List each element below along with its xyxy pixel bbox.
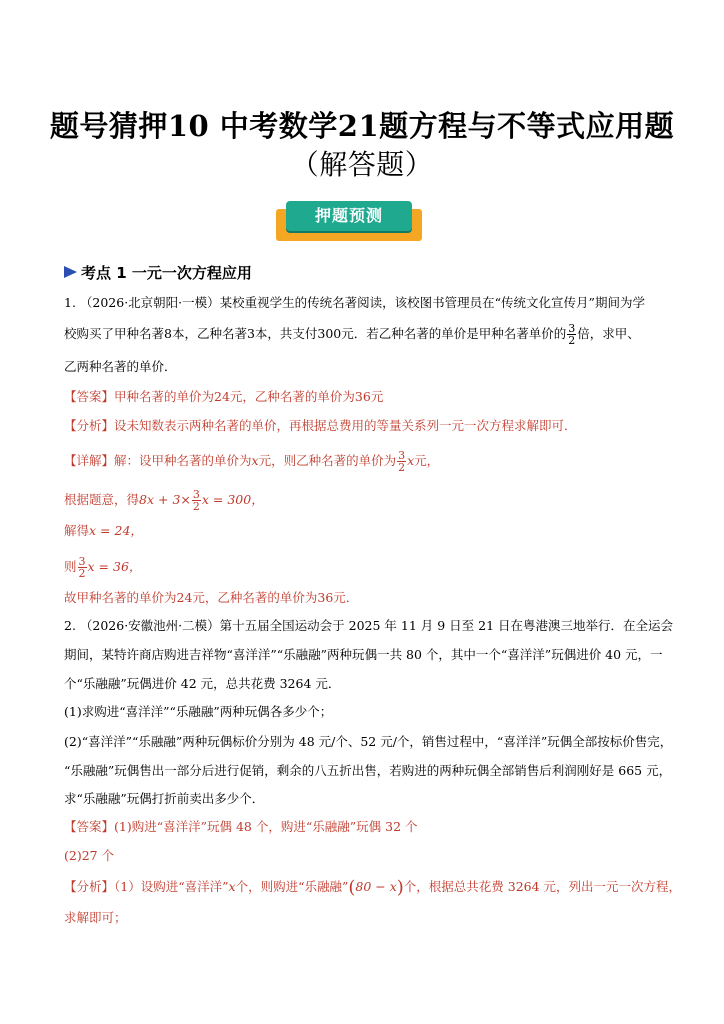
frac-numerator: 3	[192, 488, 200, 501]
detail-text-c: 元，	[414, 453, 440, 468]
detail-text-b: 元，则乙种名著的单价为	[258, 453, 397, 468]
analysis-text-c: 个，根据总共花费 3264 元，列出一元一次方程，	[403, 879, 682, 894]
q2-answer-2: (2)27 个	[64, 848, 115, 863]
q2-text-line3: 个“乐融融”玩偶进价 42 元，总共花费 3264 元．	[64, 676, 341, 691]
q1-text-line2	[64, 323, 640, 346]
q2-part1: (1)求购进“喜洋洋”“乐融融”两种玩偶各多少个；	[64, 704, 333, 719]
frac-numerator: 3	[398, 449, 406, 462]
q1-analysis	[64, 417, 577, 435]
detail-var: x	[251, 453, 259, 468]
section-label: 考点 1 一元一次方程应用	[81, 263, 252, 282]
analysis-tag: 【分析】	[64, 418, 115, 433]
q2-analysis-cont: 求解即可；	[64, 910, 127, 925]
equation-part-b: x = 300，	[201, 492, 264, 507]
then-fraction	[78, 556, 87, 579]
detail-fraction	[397, 450, 406, 473]
answer-text: 甲种名著的单价为24元，乙种名著的单价为36元	[114, 389, 384, 404]
analysis-text-a: （1）设购进“喜洋洋”	[114, 879, 229, 894]
q2-part2-line3: 求“乐融融”玩偶打折前卖出多少个．	[64, 791, 265, 806]
q1-answer	[64, 388, 383, 406]
frac-denominator: 2	[192, 500, 200, 513]
q2-analysis	[64, 878, 681, 897]
q1-conclusion: 故甲种名著的单价为24元，乙种名著的单价为36元．	[64, 590, 359, 605]
q1-text-line2-b: 倍，求甲、	[577, 326, 640, 341]
q2-part2-line1: (2)“喜洋洋”“乐融融”两种玩偶标价分别为 48 元/个、52 元/个，销售过程中，“喜洋洋”玩偶全部按标价售完，	[64, 734, 673, 749]
frac-denominator: 2	[398, 461, 406, 474]
frac-numerator: 3	[78, 555, 86, 568]
analysis-text-b: 个，则购进“乐融融”	[235, 879, 349, 894]
detail-text-a: 解：设甲种名著的单价为	[114, 453, 252, 468]
prediction-banner	[276, 199, 422, 241]
solution-value: x = 24，	[89, 523, 143, 538]
equation-lead: 根据题意，得	[64, 492, 140, 507]
q2-part2-line2: “乐融融”玩偶售出一部分后进行促销，剩余的八五折出售，若购进的两种玩偶全部销售后利润刚好是 665 元，	[64, 763, 672, 778]
frac-denominator: 2	[78, 567, 86, 580]
answer-tag: 【答案】	[64, 389, 115, 404]
triangle-bullet-icon	[64, 266, 77, 278]
equation-fraction	[192, 489, 201, 512]
page-title: 题号猜押10 中考数学21题方程与不等式应用题	[49, 109, 675, 143]
analysis-var: x	[228, 879, 236, 894]
q2-text-line2: 期间，某特许商店购进吉祥物“喜洋洋”“乐融融”两种玩偶一共 80 个，其中一个“喜洋洋”玩偶进价 40 元，一	[64, 647, 663, 662]
q1-text-line3: 乙两种名著的单价．	[64, 359, 177, 374]
q1-text-line2-a: 校购买了甲种名著8本，乙种名著3本，共支付300元．若乙种名著的单价是甲种名著单价的	[64, 326, 567, 341]
q1-solution	[64, 522, 143, 540]
q2-text-line1: 2. （2026·安徽池州·二模）第十五届全国运动会于 2025 年 11 月 9 日至 21 日在粤港澳三地举行．在全运会	[64, 618, 674, 633]
q1-then	[64, 556, 141, 579]
answer-text-1: (1)购进“喜洋洋”玩偶 48 个，购进“乐融融”玩偶 32 个	[114, 819, 418, 834]
section-heading	[64, 262, 252, 282]
equation-part-a: 8x + 3×	[139, 492, 191, 507]
detail-var: x	[407, 453, 415, 468]
q2-answer	[64, 818, 418, 836]
detail-tag: 【详解】	[64, 453, 115, 468]
page-subtitle: （解答题）	[290, 148, 434, 181]
paren-open: (	[348, 877, 356, 898]
q1-text-line1: 1. （2026·北京朝阳·一模）某校重视学生的传统名著阅读，该校图书管理员在“传统文化宣传月”期间为学	[64, 295, 645, 310]
then-value: x = 36，	[87, 559, 142, 574]
analysis-tag: 【分析】	[64, 879, 115, 894]
solution-lead: 解得	[64, 523, 90, 538]
frac-numerator: 3	[568, 322, 576, 335]
answer-tag: 【答案】	[64, 819, 115, 834]
analysis-text: 设未知数表示两种名著的单价，再根据总费用的等量关系列一元一次方程求解即可．	[114, 418, 577, 433]
q1-fraction	[567, 323, 576, 346]
q1-equation	[64, 489, 264, 512]
banner-label: 押题预测	[286, 201, 412, 231]
frac-denominator: 2	[568, 334, 576, 347]
analysis-expression: 80 − x	[355, 879, 397, 894]
q1-detail	[64, 450, 439, 473]
then-lead: 则	[64, 559, 77, 574]
paren-close: )	[396, 877, 404, 898]
